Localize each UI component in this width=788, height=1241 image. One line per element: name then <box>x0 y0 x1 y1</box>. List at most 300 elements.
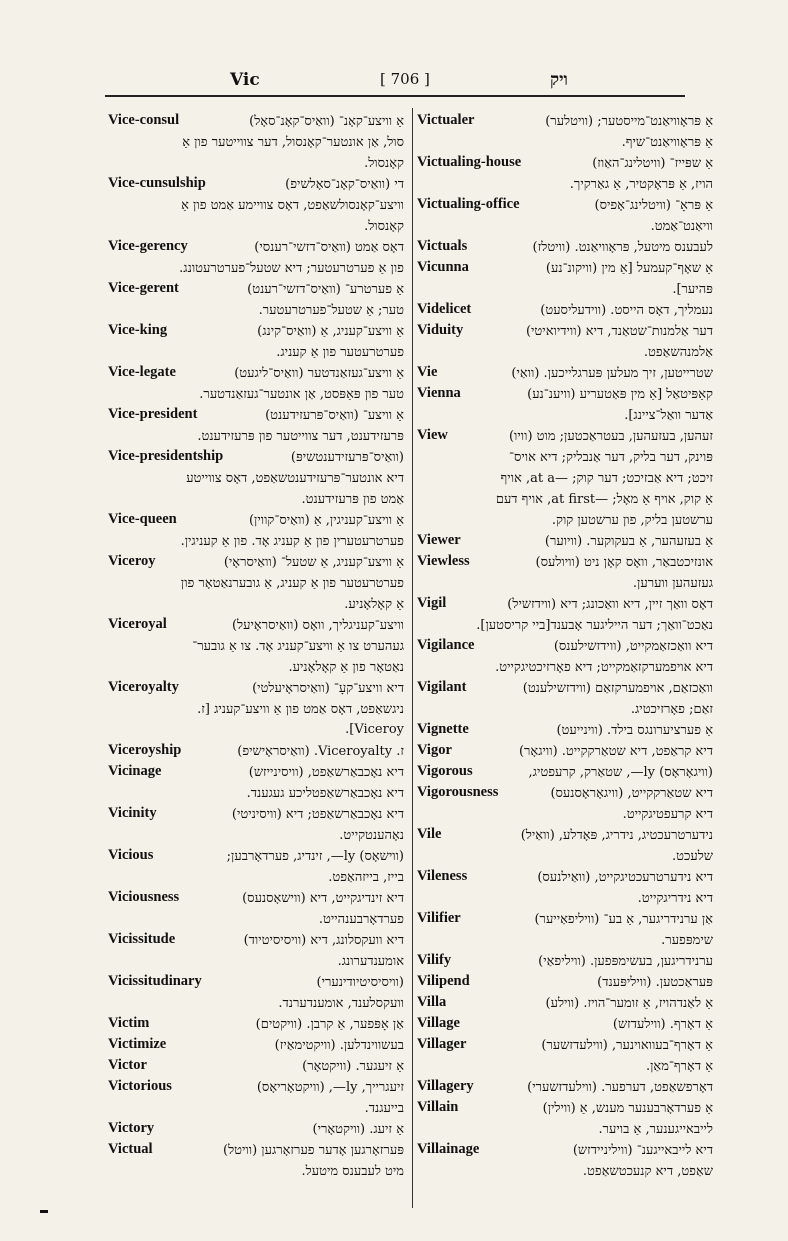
entry-continuation-line <box>108 133 404 154</box>
definition-text: דיא אונטער־פּרעזידענטשאַפט, דאָס צווייטע <box>186 471 404 486</box>
entry-continuation-line <box>108 910 404 931</box>
entry-first-line <box>417 364 713 385</box>
definition-text: אַ וויצע־ (וואַיס־פּרעזידענט) <box>265 408 404 423</box>
dictionary-entry <box>417 532 713 553</box>
headword: Viewless <box>417 553 470 569</box>
entry-first-line <box>417 868 713 889</box>
definition-text: בייעגנד. <box>364 1101 404 1116</box>
entry-first-line <box>417 196 713 217</box>
dictionary-entry <box>417 1015 713 1036</box>
dictionary-entry <box>108 805 404 847</box>
entry-continuation-line <box>417 175 713 196</box>
header-right-guide: ויק <box>550 70 568 90</box>
entry-first-line <box>108 112 404 133</box>
headword: Viceroyship <box>108 742 182 758</box>
definition-text: אַ דאָרף־בעוואוינער, (ווילעדזשער) <box>541 1038 713 1053</box>
dictionary-entry <box>417 994 713 1015</box>
ink-mark <box>40 1210 48 1213</box>
dictionary-entry <box>108 1015 404 1036</box>
headword: Vie <box>417 364 438 380</box>
definition-text: פּרעזידענט, דער צווייטער פון פּרעזידענט. <box>197 429 404 444</box>
definition-text: סול, אַן אונטער־קאָנסול, דער צווייטער פון אַ <box>182 135 404 150</box>
definition-text: אַ פּראָוויאַנט־שיף. <box>621 135 713 150</box>
headword: Victor <box>108 1057 147 1073</box>
headword: Viceroyal <box>108 616 167 632</box>
entry-first-line <box>417 910 713 931</box>
definition-text: דיא נאָכבאַרשאַפטליכע געגענד. <box>246 786 404 801</box>
dictionary-entry <box>417 1078 713 1099</box>
entry-first-line <box>108 1015 404 1036</box>
dictionary-entry <box>108 742 404 763</box>
headword: Vilifier <box>417 910 461 926</box>
headword: Vicissitudinary <box>108 973 202 989</box>
definition-text: דיא וועקסלונג, דיא (וויסיסיטיוד) <box>243 933 404 948</box>
page-header <box>110 70 670 92</box>
definition-text: שימפּפער. <box>661 933 713 948</box>
entry-first-line <box>417 973 713 994</box>
entry-first-line <box>417 154 713 175</box>
definition-text: אַ פערדאָרבענער מענש, אַ (ווילין) <box>542 1101 713 1116</box>
dictionary-entry <box>417 301 713 322</box>
definition-text: (ווישאָס) ly—, זינדיג, פערדאָרבען; <box>226 849 404 864</box>
definition-text: (וויסיסיטיודינערי) <box>316 975 404 990</box>
entry-continuation-line <box>417 574 713 595</box>
dictionary-entry <box>417 1099 713 1141</box>
definition-text: פערדאָרבענהייט. <box>318 912 404 927</box>
entry-first-line <box>108 1078 404 1099</box>
entry-first-line <box>108 175 404 196</box>
definition-text: דיא נאָכבאַרשאַפט, (וויסינייזש) <box>248 765 404 780</box>
entry-continuation-line <box>417 406 713 427</box>
entry-continuation-line <box>108 784 404 805</box>
definition-text: די (וואַיס־קאָנ־סאָלשיפ) <box>285 177 404 192</box>
dictionary-entry <box>417 742 713 763</box>
entry-first-line <box>108 973 404 994</box>
dictionary-entry <box>417 910 713 952</box>
dictionary-entry <box>417 763 713 784</box>
definition-text: זיעגרייך, ly—, (וויקטאָריאָס) <box>256 1080 404 1095</box>
entry-first-line <box>417 826 713 847</box>
entry-continuation-line <box>108 868 404 889</box>
dictionary-entry <box>417 427 713 532</box>
headword: Vicissitude <box>108 931 176 947</box>
entry-first-line <box>108 1120 404 1141</box>
headword: Victorious <box>108 1078 172 1094</box>
headword: Vileness <box>417 868 468 884</box>
headword: Village <box>417 1015 460 1031</box>
entry-continuation-line <box>108 301 404 322</box>
entry-continuation-line <box>108 994 404 1015</box>
entry-first-line <box>108 448 404 469</box>
entry-first-line <box>108 763 404 784</box>
definition-text: אַ דאָרף. (ווילעדזש) <box>612 1017 713 1032</box>
entry-continuation-line <box>417 280 713 301</box>
dictionary-entry <box>108 448 404 511</box>
headword: Victualer <box>417 112 475 128</box>
dictionary-entry <box>417 196 713 238</box>
dictionary-entry <box>108 1057 404 1078</box>
column-divider <box>412 108 413 1208</box>
definition-text: שלעכט. <box>672 849 713 864</box>
definition-text: וועקסלענד, אומענדערנד. <box>278 996 404 1011</box>
entry-continuation-line <box>108 217 404 238</box>
dictionary-entry <box>108 1120 404 1141</box>
definition-text: אַדער וואַל־ציינג]. <box>624 408 713 423</box>
entry-first-line <box>108 553 404 574</box>
dictionary-entry <box>108 679 404 742</box>
headword: Vilipend <box>417 973 470 989</box>
headword: Villainage <box>417 1141 480 1157</box>
headword: Vilify <box>417 952 452 968</box>
definition-text: טער; אַ שטעל־פערטרעטער. <box>258 303 404 318</box>
entry-first-line <box>417 994 713 1015</box>
definition-text: אַ וויצע־געזאַנדטער (וואַיס־ליגעט) <box>234 366 404 381</box>
dictionary-entry <box>417 1036 713 1078</box>
entry-first-line <box>417 322 713 343</box>
definition-text: אַ קוק, אויף אַ מאָל; —at first, אויף דעם <box>495 492 713 507</box>
dictionary-entry <box>108 889 404 931</box>
headword: Victuals <box>417 238 468 254</box>
definition-text: (וויגאָראָס) ly—, שטאַרק, קרעפטיג, <box>528 765 713 780</box>
headword: Vice-consul <box>108 112 180 128</box>
headword: Victual <box>108 1141 153 1157</box>
definition-text: אַ פערציערונגס בילד. (ווינייעט) <box>556 723 713 738</box>
dictionary-entry <box>417 259 713 301</box>
headword: Viciousness <box>108 889 180 905</box>
definition-text: זאַם; פאָרזיכטיג. <box>630 702 713 717</box>
headword: Vice-legate <box>108 364 176 380</box>
entry-first-line <box>108 847 404 868</box>
definition-text: אַ קאָלאָניע. <box>344 597 404 612</box>
headword: Viduity <box>417 322 464 338</box>
headword: Victim <box>108 1015 150 1031</box>
entry-continuation-line <box>417 217 713 238</box>
definition-text: ערשטען בליק, פון ערשטען קוק. <box>551 513 713 528</box>
definition-text: וויצע־קעניגליך, וואָס (וואַיסראָיעל) <box>231 618 404 633</box>
header-rule <box>105 95 685 97</box>
headword: Vicious <box>108 847 154 863</box>
definition-text: אַ פּראָוויאַנט־מייסטער; (וויטלער) <box>545 114 713 129</box>
definition-text: געהערט צו אַ וויצע־קעניג אָד. צו אַ גובער־ <box>192 639 404 654</box>
right-column <box>417 112 713 1212</box>
dictionary-entry <box>108 931 404 973</box>
entry-first-line <box>108 322 404 343</box>
entry-first-line <box>108 1057 404 1078</box>
entry-continuation-line <box>417 700 713 721</box>
definition-text: זעהען, בעזעהען, בעטראַכטען; מוט (וויו) <box>508 429 713 444</box>
entry-continuation-line <box>108 427 404 448</box>
entry-first-line <box>417 1099 713 1120</box>
entry-continuation-line <box>108 574 404 595</box>
dictionary-entry <box>417 826 713 868</box>
dictionary-entry <box>108 175 404 238</box>
definition-text: אונזיכטבאַר, וואָס קאָן ניט (וויולעס) <box>535 555 713 570</box>
headword: Vice-gerent <box>108 280 179 296</box>
entry-first-line <box>108 679 404 700</box>
headword: Victimize <box>108 1036 167 1052</box>
definition-text: זיכט; דיא אַבזיכט; דער קוק; —at a, אויף <box>500 471 713 486</box>
definition-text: נאַטאָר פון אַ קאָלאָניע. <box>288 660 404 675</box>
definition-text: שטרייטען, זיך מעלען פּערגלייכען. (וואַי) <box>511 366 713 381</box>
entry-continuation-line <box>108 259 404 280</box>
headword: Vicinage <box>108 763 162 779</box>
definition-text: ערנידריגען, בעשימפּפען. (וויליפאַי) <box>538 954 713 969</box>
entry-first-line <box>417 784 713 805</box>
definition-text: אַ לאַנדהויז, אַ זומער־הויז. (ווילע) <box>545 996 713 1011</box>
dictionary-entry <box>108 406 404 448</box>
definition-text: דיא וואַכזאַמקייט, (ווידזשילענס) <box>553 639 713 654</box>
definition-text: בייז, בייזהאַפט. <box>328 870 404 885</box>
dictionary-entry <box>417 973 713 994</box>
dictionary-entry <box>108 553 404 616</box>
entry-continuation-line <box>108 385 404 406</box>
entry-first-line <box>108 616 404 637</box>
dictionary-entry <box>417 1141 713 1183</box>
entry-continuation-line <box>108 532 404 553</box>
headword: Vigor <box>417 742 452 758</box>
definition-text: אַ וויצע־קאָנ־ (וואַיס־קאָנ־סאָל) <box>249 114 404 129</box>
entry-continuation-line <box>417 469 713 490</box>
definition-text: פערטרעטער פון אַ קעניג, אַ גובערנאַטאָר פון <box>180 576 404 591</box>
dictionary-entry <box>108 1141 404 1183</box>
dictionary-entry <box>417 721 713 742</box>
definition-text: דיא זינדיגקייט, דיא (ווישאָסנעס) <box>242 891 404 906</box>
entry-first-line <box>417 259 713 280</box>
dictionary-entry <box>417 595 713 637</box>
dictionary-entry <box>417 784 713 826</box>
dictionary-entry <box>108 1078 404 1120</box>
definition-text: אַמט פון פּרעזידענט. <box>301 492 404 507</box>
entry-continuation-line <box>417 1057 713 1078</box>
headword: Vice-presidentship <box>108 448 224 464</box>
entry-continuation-line <box>417 133 713 154</box>
definition-text: נאַכט־וואַך; דער הייליגער אָבענד[ביי קריסטען]. <box>476 618 713 633</box>
dictionary-entry <box>108 973 404 1015</box>
dictionary-entry <box>417 238 713 259</box>
definition-text: קאַפּיטאַל [אַ מין פּאַטעריע (וויענ־נע) <box>527 387 713 402</box>
entry-first-line <box>108 511 404 532</box>
entry-first-line <box>417 637 713 658</box>
dictionary-entry <box>108 112 404 175</box>
entry-continuation-line <box>108 637 404 658</box>
entry-first-line <box>108 1141 404 1162</box>
headword: Vice-king <box>108 322 168 338</box>
dictionary-entry <box>108 280 404 322</box>
entry-continuation-line <box>108 154 404 175</box>
headword: Viceroy <box>108 553 156 569</box>
definition-text: וויצע־קאָנסולשאַפט, דאָס צוויימע אַמט פון אַ <box>181 198 404 213</box>
dictionary-entry <box>108 616 404 679</box>
definition-text: אַ זיעגער. (וויקטאָר) <box>302 1059 404 1074</box>
definition-text: דיא נידריגקייט. <box>637 891 713 906</box>
headword: Vice-gerency <box>108 238 188 254</box>
definition-text: ניגשאַפט, דאָס אַמט פון אַ וויצע־קעניג [ז. <box>197 702 404 717</box>
dictionary-entry <box>417 385 713 427</box>
definition-text: דיא וויצע־קעָ־ (וואַיסראָיעלטי) <box>252 681 404 696</box>
headword: Viceroyalty <box>108 679 179 695</box>
entry-continuation-line <box>108 1099 404 1120</box>
headword: Vile <box>417 826 442 842</box>
definition-text: אַלמנהשאַפט. <box>643 345 713 360</box>
entry-first-line <box>108 889 404 910</box>
entry-first-line <box>417 238 713 259</box>
definition-text: אַ שפּייז־ (וויטלינג־האַוז) <box>592 156 713 171</box>
definition-text: אַ וויצע־קעניג, אַ שטעל־ (וואַיסראָי) <box>223 555 404 570</box>
definition-text: קאָנסול. <box>364 156 404 171</box>
dictionary-entry <box>108 238 404 280</box>
definition-text: פון אַ פערטרעטער; דיא שטעל־פערטרעטונג. <box>179 261 404 276</box>
entry-continuation-line <box>108 490 404 511</box>
headword: Vigilant <box>417 679 467 695</box>
entry-continuation-line <box>108 952 404 973</box>
entry-continuation-line <box>417 658 713 679</box>
dictionary-entry <box>108 763 404 805</box>
dictionary-entry <box>108 847 404 889</box>
entry-first-line <box>417 1015 713 1036</box>
definition-text: (וואַיס־פּרעזידענטשיפּ) <box>290 450 404 465</box>
entry-first-line <box>417 763 713 784</box>
definition-text: פּערזאָרגען אָדער פערזאָרגען (וויטל) <box>223 1143 404 1158</box>
definition-text: פערטרעטערין פון אַ קעניג אָד. פון אַ קעניגין. <box>180 534 404 549</box>
entry-continuation-line <box>417 805 713 826</box>
headword: Villain <box>417 1099 459 1115</box>
entry-first-line <box>417 595 713 616</box>
definition-text: אומענדערונג. <box>337 954 404 969</box>
entry-first-line <box>417 742 713 763</box>
headword: Villager <box>417 1036 467 1052</box>
definition-text: פערטרעטער פון אַ קעניג. <box>276 345 404 360</box>
dictionary-entry <box>417 679 713 721</box>
definition-text: נעמליך, דאָס הייסט. (ווידעליסעט) <box>540 303 713 318</box>
dictionary-entry <box>417 322 713 364</box>
definition-text: דאָס וואַך זיין, דיא וואַכונג; דיא (ווידזשיל) <box>507 597 713 612</box>
entry-continuation-line <box>417 1162 713 1183</box>
headword: Viewer <box>417 532 461 548</box>
headword: Vice-queen <box>108 511 177 527</box>
left-column <box>108 112 404 1212</box>
entry-first-line <box>108 931 404 952</box>
headword: Victualing-office <box>417 196 520 212</box>
headword: Victualing-house <box>417 154 522 170</box>
entry-first-line <box>417 385 713 406</box>
definition-text: לעבענס מיטעל, פּראָוויאַנט. (וויטלז) <box>532 240 713 255</box>
entry-continuation-line <box>108 658 404 679</box>
entry-first-line <box>417 553 713 574</box>
headword: Victory <box>108 1120 155 1136</box>
definition-text: נאָהענטקייט. <box>339 828 404 843</box>
entry-continuation-line <box>108 1162 404 1183</box>
definition-text: דיא נידערטרעכטיגקייט, (וואַילנעס) <box>537 870 713 885</box>
headword: Vigorous <box>417 763 473 779</box>
entry-first-line <box>417 112 713 133</box>
definition-text: אַ וויצע־קעניגין, אַ (וואַיס־קווין) <box>248 513 404 528</box>
definition-text: לייבאייגענער, אַ בויער. <box>598 1122 713 1137</box>
definition-text: אַ בעזעהער, אַ בעקוקער. (וויוער) <box>544 534 713 549</box>
entry-continuation-line <box>417 490 713 511</box>
dictionary-entry <box>108 364 404 406</box>
definition-text: דאָרפשאַפט, דערפער. (ווילעדזשערי) <box>527 1080 713 1095</box>
headword: Vice-president <box>108 406 198 422</box>
entry-continuation-line <box>108 700 404 721</box>
definition-text: וואַכזאַם, אויפמערקזאַם (ווידזשילענט) <box>522 681 713 696</box>
definition-text: אַ פערטרע־ (וואַיס־דזשי־רענט) <box>247 282 404 297</box>
headword: View <box>417 427 448 443</box>
entry-first-line <box>108 238 404 259</box>
definition-text: דער אַלמנות־שטאַנד, דיא (ווידיואיטי) <box>525 324 713 339</box>
definition-text: טער פון פּאַפּסט, אַן אונטער־געזאַנדטער. <box>199 387 404 402</box>
dictionary-entry <box>417 553 713 595</box>
definition-text: דיא קרעפטיגקייט. <box>622 807 713 822</box>
headword: Vicunna <box>417 259 469 275</box>
headword: Vigil <box>417 595 447 611</box>
definition-text: אַן ערנידריגער, אַ בע־ (וויליפאַייער) <box>534 912 713 927</box>
definition-text: דיא אויפמערקזאַמקייט; דיא פאָרזיכטיגקייט. <box>495 660 713 675</box>
entry-first-line <box>108 406 404 427</box>
definition-text: אַ וויצע־קעניג, אַ (וואַיס־קינג) <box>257 324 404 339</box>
entry-continuation-line <box>417 511 713 532</box>
entry-first-line <box>417 679 713 700</box>
headword: Vicinity <box>108 805 157 821</box>
definition-text: אַ דאָרף־מאַן. <box>645 1059 713 1074</box>
definition-text: הויז, אַ פּראָקטיר, אַ גאַרקיך. <box>569 177 713 192</box>
headword: Vigorousness <box>417 784 499 800</box>
dictionary-entry <box>417 637 713 679</box>
definition-text: אַ פּראָ־ (וויטלינג־אָפיס) <box>594 198 713 213</box>
definition-text: פּהיער]. <box>672 282 713 297</box>
entry-first-line <box>108 1036 404 1057</box>
headword: Vienna <box>417 385 461 401</box>
entry-first-line <box>417 427 713 448</box>
entry-first-line <box>108 280 404 301</box>
dictionary-entry <box>108 322 404 364</box>
definition-text: שאַפט, דיא קנעכטשאַפט. <box>582 1164 713 1179</box>
definition-text: פּעראַכטען. (וויליפּענד) <box>597 975 713 990</box>
entry-continuation-line <box>108 196 404 217</box>
definition-text: דיא שטאַרקקייט, (וויגאָראָסנעס) <box>550 786 713 801</box>
dictionary-entry <box>417 868 713 910</box>
definition-text: אַ שאָף־קעמעל [אַ מין (וויקונ־נע) <box>545 261 713 276</box>
headword: Videlicet <box>417 301 472 317</box>
entry-continuation-line <box>108 826 404 847</box>
entry-continuation-line <box>108 343 404 364</box>
entry-first-line <box>108 805 404 826</box>
entry-first-line <box>417 301 713 322</box>
dictionary-entry <box>417 112 713 154</box>
definition-text: דיא קראַפט, דיא שטאַרקקייט. (וויגאָר) <box>518 744 713 759</box>
entry-continuation-line <box>417 931 713 952</box>
entry-continuation-line <box>108 595 404 616</box>
entry-first-line <box>417 532 713 553</box>
headword: Vigilance <box>417 637 475 653</box>
definition-text: קאָנסול. <box>364 219 404 234</box>
definition-text: פּוינק, דער בליק, דער אַנבליק; דיא אויס־ <box>509 450 713 465</box>
entry-continuation-line <box>108 721 404 742</box>
entry-continuation-line <box>417 616 713 637</box>
dictionary-entry <box>417 364 713 385</box>
entry-continuation-line <box>108 469 404 490</box>
entry-first-line <box>108 742 404 763</box>
definition-text: אַן אָפּפער, אַ קרבן. (וויקטים) <box>255 1017 404 1032</box>
dictionary-entry <box>108 511 404 553</box>
dictionary-entry <box>108 1036 404 1057</box>
definition-text: דיא נאָכבאַרשאַפט; דיא (וויסיניטי) <box>231 807 404 822</box>
entry-first-line <box>417 1141 713 1162</box>
entry-continuation-line <box>417 889 713 910</box>
definition-text: געזעהען ווערען. <box>632 576 713 591</box>
entry-continuation-line <box>417 343 713 364</box>
entry-first-line <box>417 952 713 973</box>
definition-text: וויאַנט־אַמט. <box>650 219 713 234</box>
